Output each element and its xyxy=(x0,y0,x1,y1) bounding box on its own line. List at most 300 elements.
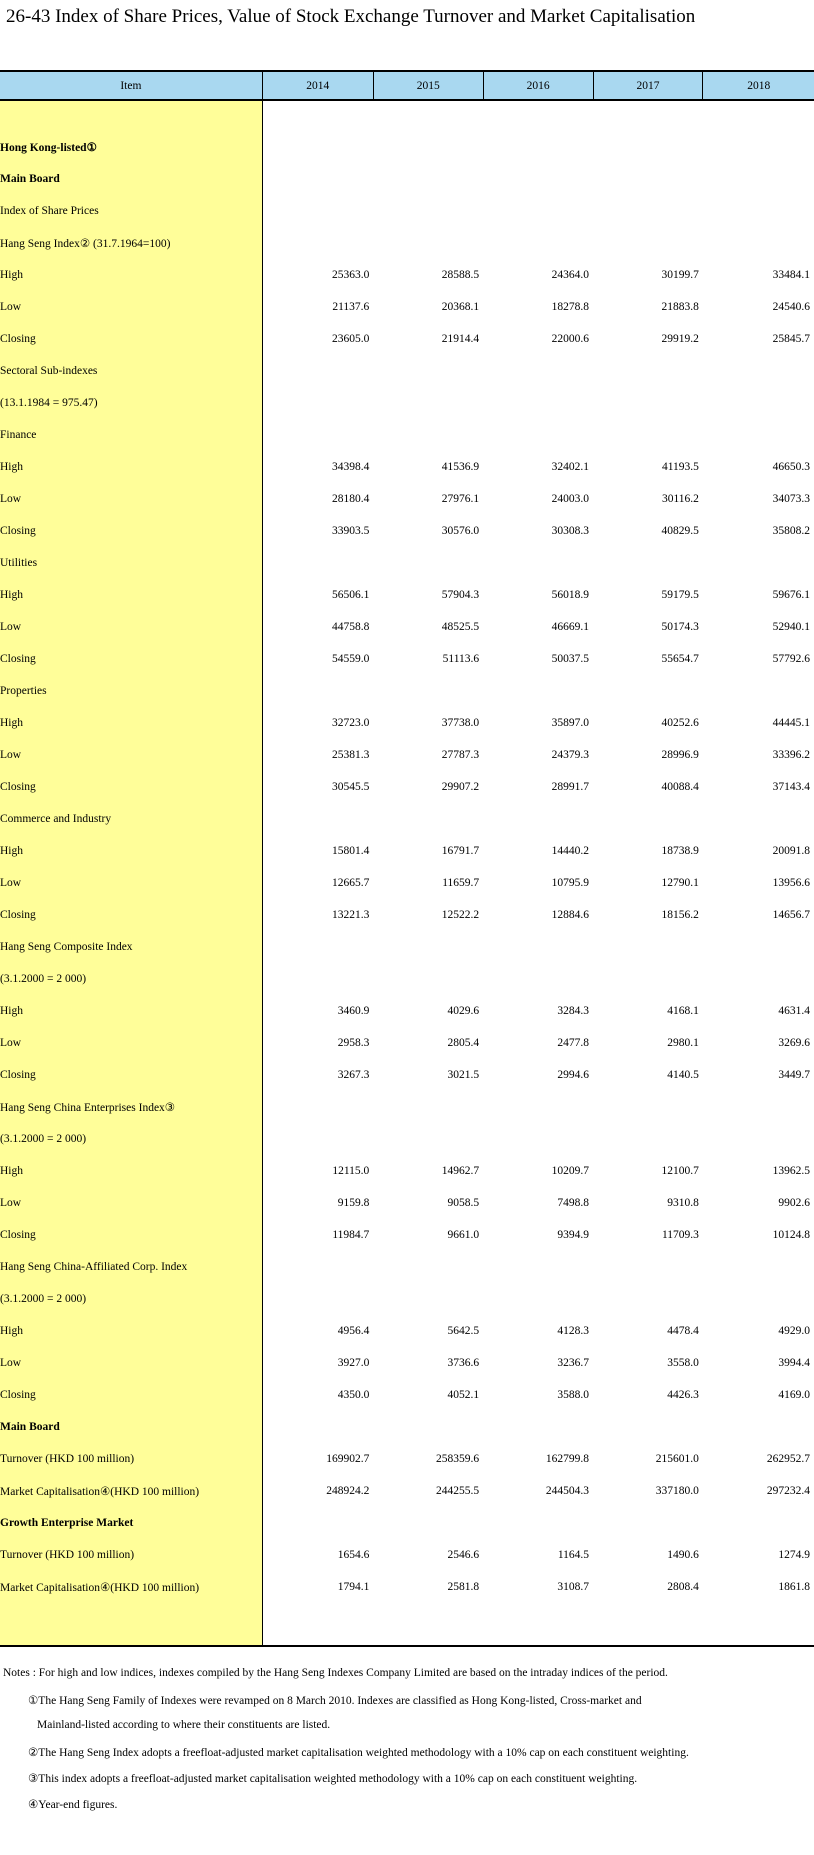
value-cell: 22000.6 xyxy=(551,333,590,345)
value-cell: 25845.7 xyxy=(772,333,810,345)
table-row xyxy=(0,1155,814,1187)
value-cell xyxy=(373,131,483,163)
table-row xyxy=(0,899,814,931)
row-label: Market Capitalisation④(HKD 100 million) xyxy=(0,1571,262,1603)
column-header-year: 2018 xyxy=(703,71,814,100)
value-cell: 2958.3 xyxy=(337,1037,370,1049)
value-cell: 4029.6 xyxy=(447,1005,480,1017)
row-label: Closing xyxy=(0,771,262,803)
row-label: Low xyxy=(0,739,262,771)
value-cell: 12665.7 xyxy=(331,877,370,889)
value-cell: 14962.7 xyxy=(441,1165,480,1177)
table-row xyxy=(0,1059,814,1091)
value-cell: 27976.1 xyxy=(441,493,480,505)
value-cell: 29907.2 xyxy=(441,781,480,793)
value-cell: 24003.0 xyxy=(551,493,590,505)
value-cell xyxy=(703,1283,814,1315)
value-cell: 2546.6 xyxy=(447,1549,480,1561)
note-intro: Notes : For high and low indices, indexes compiled by the Hang Seng Indexes Company Limited are based on the intraday indices of the period. xyxy=(3,1667,668,1679)
value-cell xyxy=(593,387,703,419)
note-3: ③This index adopts a freefloat-adjusted market capitalisation weighted methodology with a 10% cap on each constituent weighting. xyxy=(28,1773,638,1785)
value-cell: 41193.5 xyxy=(661,461,699,473)
value-cell: 15801.4 xyxy=(331,845,370,857)
value-cell: 2805.4 xyxy=(447,1037,480,1049)
value-cell: 33484.1 xyxy=(772,269,810,281)
row-label: Main Board xyxy=(0,1411,262,1443)
value-cell xyxy=(373,547,483,579)
value-cell xyxy=(262,387,373,419)
value-cell: 10209.7 xyxy=(551,1165,590,1177)
table-row xyxy=(0,227,814,259)
spacer-row xyxy=(0,1603,814,1646)
value-cell: 3021.5 xyxy=(447,1069,480,1081)
table-row xyxy=(0,163,814,195)
value-cell: 28996.9 xyxy=(661,749,699,761)
value-cell xyxy=(483,547,593,579)
value-cell: 262952.7 xyxy=(766,1453,810,1465)
value-cell xyxy=(262,1251,373,1283)
value-cell: 14440.2 xyxy=(551,845,590,857)
row-label: Closing xyxy=(0,643,262,675)
value-cell xyxy=(262,1507,373,1539)
row-label: High xyxy=(0,995,262,1027)
column-header-year: 2015 xyxy=(373,71,483,100)
value-cell: 9310.8 xyxy=(667,1197,699,1209)
value-cell: 4168.1 xyxy=(667,1005,699,1017)
spacer-row xyxy=(0,100,814,131)
row-label: (3.1.2000 = 2 000) xyxy=(0,1123,262,1155)
table-row xyxy=(0,867,814,899)
value-cell: 28588.5 xyxy=(441,269,480,281)
value-cell xyxy=(373,387,483,419)
value-cell: 4631.4 xyxy=(778,1005,810,1017)
value-cell xyxy=(703,163,814,195)
note-1-continued: Mainland-listed according to where their constituents are listed. xyxy=(37,1719,331,1731)
value-cell xyxy=(262,963,373,995)
table-row xyxy=(0,1571,814,1603)
value-cell: 3269.6 xyxy=(778,1037,810,1049)
value-cell xyxy=(703,1123,814,1155)
value-cell: 297232.4 xyxy=(766,1485,810,1497)
value-cell xyxy=(593,1091,703,1123)
value-cell: 4052.1 xyxy=(447,1389,480,1401)
value-cell: 12100.7 xyxy=(661,1165,699,1177)
value-cell: 13956.6 xyxy=(772,877,810,889)
value-cell: 23605.0 xyxy=(331,333,370,345)
value-cell xyxy=(373,1507,483,1539)
row-label: Properties xyxy=(0,675,262,707)
value-cell: 30308.3 xyxy=(551,525,590,537)
row-label: Commerce and Industry xyxy=(0,803,262,835)
value-cell: 4956.4 xyxy=(337,1325,370,1337)
table-row xyxy=(0,1219,814,1251)
value-cell xyxy=(593,1251,703,1283)
value-cell: 44758.8 xyxy=(331,621,370,633)
value-cell: 21883.8 xyxy=(661,301,699,313)
table-row xyxy=(0,1507,814,1539)
value-cell: 4426.3 xyxy=(667,1389,699,1401)
value-cell: 3284.3 xyxy=(557,1005,590,1017)
value-cell: 3460.9 xyxy=(337,1005,370,1017)
note-2: ②The Hang Seng Index adopts a freefloat-adjusted market capitalisation weighted methodology with a 10% cap on each constituent weighting. xyxy=(28,1747,689,1759)
column-header-year: 2014 xyxy=(262,71,373,100)
table-row xyxy=(0,771,814,803)
value-cell xyxy=(373,931,483,963)
row-label: High xyxy=(0,1315,262,1347)
row-label: Hang Seng China Enterprises Index③ xyxy=(0,1091,262,1123)
value-cell: 169902.7 xyxy=(326,1453,370,1465)
table-row xyxy=(0,963,814,995)
value-cell: 28180.4 xyxy=(331,493,370,505)
value-cell: 20091.8 xyxy=(772,845,810,857)
value-cell xyxy=(483,675,593,707)
value-cell xyxy=(373,1411,483,1443)
value-cell xyxy=(262,931,373,963)
value-cell: 35897.0 xyxy=(551,717,590,729)
table-row xyxy=(0,995,814,1027)
value-cell xyxy=(262,1411,373,1443)
value-cell xyxy=(483,355,593,387)
table-row xyxy=(0,547,814,579)
table-row xyxy=(0,1411,814,1443)
value-cell: 7498.8 xyxy=(557,1197,590,1209)
value-cell xyxy=(593,419,703,451)
row-label: Closing xyxy=(0,323,262,355)
value-cell: 30545.5 xyxy=(331,781,370,793)
value-cell: 29919.2 xyxy=(661,333,699,345)
row-label: Hang Seng Composite Index xyxy=(0,931,262,963)
value-cell xyxy=(703,419,814,451)
value-cell: 2477.8 xyxy=(557,1037,590,1049)
value-cell: 9058.5 xyxy=(447,1197,480,1209)
row-label: Finance xyxy=(0,419,262,451)
table-row xyxy=(0,1091,814,1123)
value-cell: 13221.3 xyxy=(331,909,370,921)
value-cell xyxy=(703,195,814,227)
value-cell xyxy=(593,227,703,259)
value-cell: 57904.3 xyxy=(441,589,480,601)
value-cell: 3736.6 xyxy=(447,1357,480,1369)
column-header-year: 2017 xyxy=(593,71,703,100)
value-cell: 52940.1 xyxy=(772,621,810,633)
row-label: Sectoral Sub-indexes xyxy=(0,355,262,387)
table-row xyxy=(0,1187,814,1219)
value-cell xyxy=(593,547,703,579)
value-cell xyxy=(593,163,703,195)
value-cell xyxy=(593,355,703,387)
value-cell: 50037.5 xyxy=(551,653,590,665)
value-cell xyxy=(703,931,814,963)
value-cell: 28991.7 xyxy=(551,781,590,793)
value-cell: 37738.0 xyxy=(441,717,480,729)
row-label: Growth Enterprise Market xyxy=(0,1507,262,1539)
row-label: Index of Share Prices xyxy=(0,195,262,227)
value-cell xyxy=(373,803,483,835)
header-row xyxy=(0,71,814,100)
value-cell xyxy=(483,1123,593,1155)
row-label: High xyxy=(0,451,262,483)
value-cell: 3449.7 xyxy=(778,1069,810,1081)
value-cell xyxy=(483,1091,593,1123)
value-cell: 48525.5 xyxy=(441,621,480,633)
value-cell: 244504.3 xyxy=(545,1485,590,1497)
value-cell xyxy=(703,1251,814,1283)
value-cell: 16791.7 xyxy=(441,845,480,857)
value-cell xyxy=(483,227,593,259)
table-row xyxy=(0,611,814,643)
table-row xyxy=(0,323,814,355)
row-label: Hong Kong-listed① xyxy=(0,131,262,163)
row-label: (3.1.2000 = 2 000) xyxy=(0,1283,262,1315)
value-cell: 4140.5 xyxy=(667,1069,699,1081)
value-cell: 41536.9 xyxy=(441,461,480,473)
value-cell: 1490.6 xyxy=(667,1549,699,1561)
value-cell: 59179.5 xyxy=(661,589,699,601)
value-cell: 44445.1 xyxy=(772,717,810,729)
value-cell xyxy=(262,675,373,707)
value-cell: 2980.1 xyxy=(667,1037,699,1049)
value-cell: 25381.3 xyxy=(331,749,370,761)
table-row xyxy=(0,579,814,611)
value-cell: 4929.0 xyxy=(778,1325,810,1337)
value-cell xyxy=(262,1283,373,1315)
value-cell xyxy=(262,355,373,387)
value-cell: 18738.9 xyxy=(661,845,699,857)
table-row xyxy=(0,1283,814,1315)
value-cell xyxy=(593,803,703,835)
value-cell: 20368.1 xyxy=(441,301,480,313)
value-cell: 21914.4 xyxy=(441,333,480,345)
row-label: High xyxy=(0,707,262,739)
table-row xyxy=(0,1123,814,1155)
value-cell: 1164.5 xyxy=(557,1549,590,1561)
row-label: Low xyxy=(0,611,262,643)
value-cell xyxy=(373,675,483,707)
value-cell: 10124.8 xyxy=(772,1229,810,1241)
value-cell: 1794.1 xyxy=(337,1581,370,1593)
value-cell: 258359.6 xyxy=(436,1453,480,1465)
value-cell xyxy=(483,931,593,963)
row-label: Main Board xyxy=(0,163,262,195)
row-label: Low xyxy=(0,1347,262,1379)
table-row xyxy=(0,1379,814,1411)
table-row xyxy=(0,739,814,771)
row-label: Closing xyxy=(0,1219,262,1251)
table-row xyxy=(0,387,814,419)
value-cell xyxy=(262,131,373,163)
value-cell xyxy=(703,803,814,835)
row-label: Low xyxy=(0,867,262,899)
value-cell: 3108.7 xyxy=(557,1581,590,1593)
value-cell xyxy=(483,387,593,419)
value-cell: 18278.8 xyxy=(551,301,590,313)
value-cell: 35808.2 xyxy=(772,525,810,537)
table-row xyxy=(0,931,814,963)
value-cell xyxy=(483,803,593,835)
table-row xyxy=(0,1251,814,1283)
note-1: ①The Hang Seng Family of Indexes were revamped on 8 March 2010. Indexes are classified as Hong Kong-listed, Cross-market and xyxy=(28,1695,642,1707)
value-cell: 56506.1 xyxy=(331,589,370,601)
value-cell: 3927.0 xyxy=(337,1357,370,1369)
value-cell xyxy=(262,227,373,259)
value-cell: 11709.3 xyxy=(661,1229,699,1241)
value-cell xyxy=(373,195,483,227)
value-cell: 248924.2 xyxy=(326,1485,370,1497)
value-cell xyxy=(483,1251,593,1283)
value-cell xyxy=(703,387,814,419)
value-cell: 12790.1 xyxy=(661,877,699,889)
value-cell xyxy=(483,419,593,451)
value-cell: 9902.6 xyxy=(778,1197,810,1209)
table-row xyxy=(0,195,814,227)
value-cell: 30199.7 xyxy=(661,269,699,281)
row-label: High xyxy=(0,835,262,867)
value-cell: 1274.9 xyxy=(778,1549,810,1561)
value-cell xyxy=(262,163,373,195)
value-cell: 24364.0 xyxy=(551,269,590,281)
row-label: Hang Seng Index② (31.7.1964=100) xyxy=(0,227,262,259)
table-row xyxy=(0,451,814,483)
value-cell xyxy=(373,1283,483,1315)
value-cell: 55654.7 xyxy=(661,653,699,665)
value-cell: 3558.0 xyxy=(667,1357,699,1369)
table-row xyxy=(0,1539,814,1571)
value-cell xyxy=(593,131,703,163)
value-cell: 10795.9 xyxy=(551,877,590,889)
table-row xyxy=(0,835,814,867)
value-cell: 1861.8 xyxy=(778,1581,810,1593)
value-cell xyxy=(373,1123,483,1155)
table-row xyxy=(0,707,814,739)
row-label: Market Capitalisation④(HKD 100 million) xyxy=(0,1475,262,1507)
value-cell: 162799.8 xyxy=(545,1453,590,1465)
value-cell xyxy=(593,675,703,707)
value-cell: 54559.0 xyxy=(331,653,370,665)
value-cell xyxy=(593,1123,703,1155)
value-cell xyxy=(593,1411,703,1443)
row-label: Closing xyxy=(0,515,262,547)
value-cell: 11984.7 xyxy=(332,1229,370,1241)
column-header-item: Item xyxy=(0,71,262,100)
value-cell xyxy=(373,1251,483,1283)
value-cell: 9159.8 xyxy=(337,1197,370,1209)
value-cell: 18156.2 xyxy=(661,909,699,921)
value-cell: 337180.0 xyxy=(655,1485,699,1497)
value-cell: 5642.5 xyxy=(447,1325,480,1337)
value-cell: 56018.9 xyxy=(551,589,590,601)
value-cell: 32402.1 xyxy=(551,461,590,473)
row-label: Closing xyxy=(0,899,262,931)
value-cell: 9394.9 xyxy=(557,1229,590,1241)
value-cell: 4169.0 xyxy=(778,1389,810,1401)
value-cell xyxy=(262,547,373,579)
table-row xyxy=(0,483,814,515)
row-label: Low xyxy=(0,1187,262,1219)
row-label: Turnover (HKD 100 million) xyxy=(0,1539,262,1571)
value-cell: 30576.0 xyxy=(441,525,480,537)
value-cell xyxy=(262,803,373,835)
data-table xyxy=(0,70,814,1647)
value-cell: 46669.1 xyxy=(551,621,590,633)
table-row xyxy=(0,1315,814,1347)
value-cell: 33396.2 xyxy=(772,749,810,761)
row-label: Low xyxy=(0,1027,262,1059)
table-row xyxy=(0,1475,814,1507)
value-cell xyxy=(483,1411,593,1443)
value-cell: 40088.4 xyxy=(661,781,699,793)
table-row xyxy=(0,1027,814,1059)
value-cell: 3236.7 xyxy=(557,1357,590,1369)
value-cell xyxy=(262,195,373,227)
value-cell xyxy=(373,227,483,259)
value-cell: 57792.6 xyxy=(772,653,810,665)
row-label: Utilities xyxy=(0,547,262,579)
value-cell: 24540.6 xyxy=(772,301,810,313)
table-row xyxy=(0,131,814,163)
table-row xyxy=(0,1443,814,1475)
value-cell xyxy=(593,1283,703,1315)
value-cell: 27787.3 xyxy=(441,749,480,761)
value-cell xyxy=(703,1507,814,1539)
page-title: 26-43 Index of Share Prices, Value of Stock Exchange Turnover and Market Capitalisation xyxy=(6,6,696,27)
value-cell xyxy=(262,1123,373,1155)
value-cell: 1654.6 xyxy=(337,1549,370,1561)
value-cell: 25363.0 xyxy=(331,269,370,281)
value-cell: 12884.6 xyxy=(551,909,590,921)
column-header-year: 2016 xyxy=(483,71,593,100)
row-label: (3.1.2000 = 2 000) xyxy=(0,963,262,995)
value-cell xyxy=(483,163,593,195)
value-cell: 9661.0 xyxy=(447,1229,480,1241)
value-cell: 12115.0 xyxy=(332,1165,370,1177)
value-cell xyxy=(703,227,814,259)
value-cell xyxy=(703,1091,814,1123)
value-cell: 2581.8 xyxy=(447,1581,480,1593)
value-cell xyxy=(703,675,814,707)
value-cell xyxy=(593,931,703,963)
table-row xyxy=(0,355,814,387)
value-cell: 37143.4 xyxy=(772,781,810,793)
value-cell: 24379.3 xyxy=(551,749,590,761)
value-cell: 215601.0 xyxy=(655,1453,699,1465)
value-cell: 2808.4 xyxy=(667,1581,699,1593)
value-cell: 51113.6 xyxy=(442,653,480,665)
row-label: (13.1.1984 = 975.47) xyxy=(0,387,262,419)
table-row xyxy=(0,291,814,323)
value-cell xyxy=(483,195,593,227)
value-cell xyxy=(703,547,814,579)
value-cell xyxy=(703,1411,814,1443)
row-label: High xyxy=(0,1155,262,1187)
row-label: Hang Seng China-Affiliated Corp. Index xyxy=(0,1251,262,1283)
value-cell xyxy=(483,963,593,995)
value-cell xyxy=(483,1283,593,1315)
table-row xyxy=(0,1347,814,1379)
row-label: High xyxy=(0,259,262,291)
value-cell: 2994.6 xyxy=(557,1069,590,1081)
value-cell xyxy=(373,419,483,451)
value-cell: 3267.3 xyxy=(337,1069,370,1081)
value-cell: 34398.4 xyxy=(331,461,370,473)
value-cell xyxy=(483,1507,593,1539)
row-label: High xyxy=(0,579,262,611)
value-cell xyxy=(262,419,373,451)
table-row xyxy=(0,643,814,675)
table-row xyxy=(0,675,814,707)
value-cell: 40252.6 xyxy=(661,717,699,729)
value-cell xyxy=(373,163,483,195)
value-cell: 3994.4 xyxy=(778,1357,810,1369)
